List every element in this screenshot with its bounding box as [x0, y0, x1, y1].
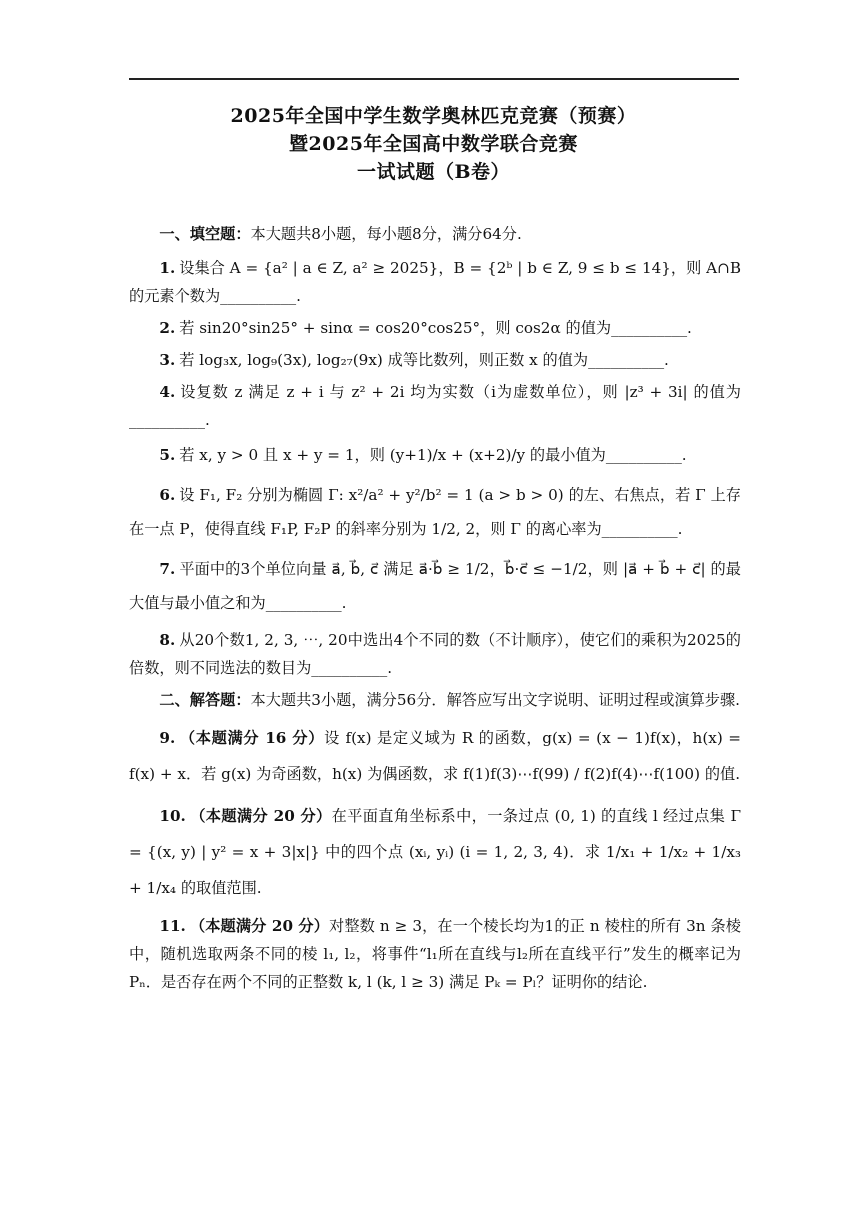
problem-2 — [129, 314, 741, 342]
problem-4 — [129, 378, 741, 434]
section-2-title: 二、解答题： — [159, 691, 251, 709]
problem-text: 若 log₃x, log₉(3x), log₂₇(9x) 成等比数列，则正数 x 的值为__________. — [179, 351, 669, 369]
problem-score: （本题满分 20 分） — [189, 917, 330, 935]
problem-score: （本题满分 20 分） — [189, 807, 332, 825]
problem-text: 从20个数1, 2, 3, ⋯, 20中选出4个不同的数（不计顺序），使它们的乘积为2025的倍数，则不同选法的数目为__________. — [129, 631, 741, 677]
problem-text: 若 sin20°sin25° + sinα = cos20°cos25°，则 cos2α 的值为__________. — [179, 319, 692, 337]
title-line-3: 一试试题（B卷） — [356, 161, 511, 183]
problem-text: 对整数 n ≥ 3，在一个棱长均为1的正 n 棱柱的所有 3n 条棱中，随机选取两条不同的棱 l₁, l₂，将事件“l₁所在直线与l₂所在直线平行”发生的概率记为 Pₙ．是否存在两个不同的正整数 k, l (k, l ≥ 3) 满足 Pₖ = Pₗ？证明你的结论. — [129, 917, 741, 991]
problem-6 — [129, 478, 741, 546]
problem-7 — [129, 552, 741, 620]
top-rule — [129, 78, 739, 80]
title-line-2: 暨2025年全国高中数学联合竞赛 — [289, 133, 578, 155]
problem-number: 9. — [159, 729, 176, 747]
problem-number: 5. — [159, 446, 176, 464]
section-1-heading — [129, 220, 741, 248]
section-1-title: 一、填空题： — [159, 225, 251, 243]
problem-number: 4. — [159, 383, 176, 401]
problem-10 — [129, 798, 741, 906]
problem-11 — [129, 912, 741, 996]
problem-text: 若 x, y > 0 且 x + y = 1，则 (y+1)/x + (x+2)/y 的最小值为__________. — [179, 446, 687, 464]
problem-score: （本题满分 16 分） — [179, 729, 325, 747]
problem-3 — [129, 346, 741, 374]
section-2-desc: 本大题共3小题，满分56分．解答应写出文字说明、证明过程或演算步骤. — [250, 691, 740, 709]
problem-number: 6. — [159, 486, 176, 504]
problem-number: 1. — [159, 259, 176, 277]
section-1-desc: 本大题共8小题，每小题8分，满分64分. — [250, 225, 522, 243]
problem-number: 7. — [159, 560, 176, 578]
problem-text: 设 f(x) 是定义域为 R 的函数，g(x) = (x − 1)f(x)，h(x) = f(x) + x．若 g(x) 为奇函数，h(x) 为偶函数，求 f(1)f(3)⋯f(99) / f(2)f(4)⋯f(100) 的值. — [129, 729, 741, 783]
problem-text: 设 F₁, F₂ 分别为椭圆 Γ: x²/a² + y²/b² = 1 (a > b > 0) 的左、右焦点，若 Γ 上存在一点 P，使得直线 F₁P, F₂P 的斜率分别为 1/2, 2，则 Γ 的离心率为__________. — [129, 486, 741, 538]
problem-9 — [129, 720, 741, 792]
title-block — [0, 102, 867, 186]
problem-text: 平面中的3个单位向量 a⃗, b⃗, c⃗ 满足 a⃗·b⃗ ≥ 1/2，b⃗·c⃗ ≤ −1/2，则 |a⃗ + b⃗ + c⃗| 的最大值与最小值之和为__________. — [129, 560, 741, 612]
problem-8 — [129, 626, 741, 682]
problem-number: 11. — [159, 917, 186, 935]
problem-number: 3. — [159, 351, 176, 369]
problem-1 — [129, 254, 741, 310]
problem-text: 设集合 A = {a² | a ∈ Z, a² ≥ 2025}，B = {2ᵇ | b ∈ Z, 9 ≤ b ≤ 14}，则 A∩B 的元素个数为__________. — [129, 259, 741, 305]
exam-content — [129, 220, 741, 1000]
problem-number: 10. — [159, 807, 186, 825]
title-line-1: 2025年全国中学生数学奥林匹克竞赛（预赛） — [230, 105, 637, 127]
problem-text: 在平面直角坐标系中，一条过点 (0, 1) 的直线 l 经过点集 Γ = {(x, y) | y² = x + 3|x|} 中的四个点 (xᵢ, yᵢ) (i = 1, 2, 3, 4)．求 1/x₁ + 1/x₂ + 1/x₃ + 1/x₄ 的取值范围. — [129, 807, 741, 897]
problem-text: 设复数 z 满足 z + i 与 z² + 2i 均为实数（i为虚数单位），则 |z³ + 3i| 的值为__________. — [129, 383, 741, 429]
problem-number: 2. — [159, 319, 176, 337]
problem-number: 8. — [159, 631, 176, 649]
problem-5 — [129, 438, 741, 472]
section-2-heading — [129, 686, 741, 714]
